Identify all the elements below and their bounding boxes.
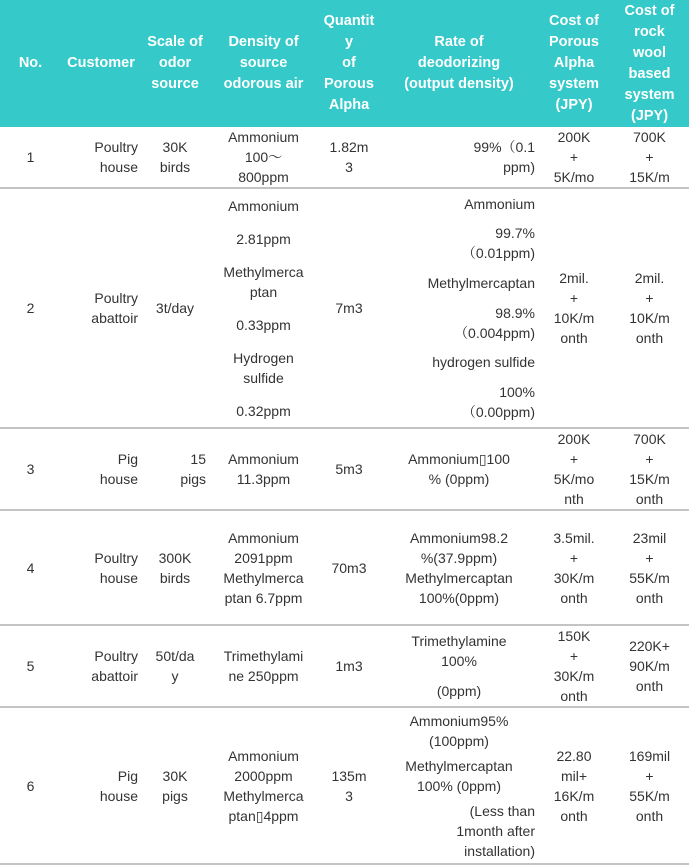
cell-density — [209, 188, 318, 428]
cell-cost-rockwool: 700K + 15K/m — [610, 127, 689, 188]
rate-line: 100% （0.00ppm) — [461, 384, 535, 421]
cell-rate — [380, 707, 538, 864]
header-quantity: Quantity of Porous Alpha — [318, 0, 380, 127]
header-rate: Rate of deodorizing (output density) — [380, 0, 538, 127]
table-row — [0, 510, 689, 625]
table-row — [0, 707, 689, 864]
rate-line: (Less than 1month after installation) — [456, 802, 535, 859]
cell-rate: Ammonium98.2 %(37.9ppm) Methylmercaptan 100%(0ppm) — [380, 510, 538, 625]
cell-cost-rockwool: 220K+ 90K/m onth — [610, 625, 689, 707]
rate-line: Methylmercaptan — [427, 275, 535, 292]
cell-cost-alpha: 3.5mil. + 30K/m onth — [538, 510, 610, 625]
cell-rate — [380, 625, 538, 707]
density-line: Hydrogen sulfide — [233, 349, 294, 386]
cell-cost-rockwool: 700K + 15K/m onth — [610, 428, 689, 510]
rate-line: Ammonium — [464, 195, 535, 212]
rate-line: Trimethylamine 100% — [411, 633, 507, 669]
density-line: 2.81ppm — [236, 230, 291, 247]
header-no: No. — [0, 0, 61, 127]
cell-quantity: 7m3 — [318, 188, 380, 428]
rate-line: Ammonium95% (100ppm) — [409, 712, 509, 749]
cell-density: Ammonium 11.3ppm — [209, 428, 318, 510]
cell-customer: Poultry abattoir — [61, 625, 141, 707]
cell-scale: 50t/da y — [141, 625, 209, 707]
table-row — [0, 428, 689, 510]
header-row — [0, 0, 689, 127]
cell-cost-alpha: 200K + 5K/mo nth — [538, 428, 610, 510]
cell-cost-alpha: 22.80 mil+ 16K/m onth — [538, 707, 610, 864]
header-customer: Customer — [61, 0, 141, 127]
cell-scale: 3t/day — [141, 188, 209, 428]
cell-customer: Poultry house — [61, 127, 141, 188]
cell-no: 1 — [0, 127, 61, 188]
rate-line: 98.9% （0.004ppm) — [454, 304, 535, 341]
cell-scale: 15 pigs — [141, 428, 209, 510]
cell-rate: 99%（0.1 ppm) — [380, 127, 538, 188]
cell-customer: Poultry house — [61, 510, 141, 625]
cell-no: 2 — [0, 188, 61, 428]
cell-cost-rockwool: 169mil + 55K/m onth — [610, 707, 689, 864]
density-line: Ammonium — [228, 197, 299, 214]
cell-cost-alpha: 150K + 30K/m onth — [538, 625, 610, 707]
cell-cost-alpha: 2mil. + 10K/m onth — [538, 188, 610, 428]
cell-customer: Poultry abattoir — [61, 188, 141, 428]
cell-scale: 300K birds — [141, 510, 209, 625]
table-row — [0, 127, 689, 188]
cell-no: 5 — [0, 625, 61, 707]
cell-density: Trimethylami ne 250ppm — [209, 625, 318, 707]
cell-density: Ammonium 2091ppm Methylmerca ptan 6.7ppm — [209, 510, 318, 625]
cell-density: Ammonium 2000ppm Methylmerca ptan▯4ppm — [209, 707, 318, 864]
cell-cost-rockwool: 23mil + 55K/m onth — [610, 510, 689, 625]
cell-cost-alpha: 200K + 5K/mo — [538, 127, 610, 188]
header-scale: Scale of odor source — [141, 0, 209, 127]
cell-quantity: 1m3 — [318, 625, 380, 707]
cell-no: 3 — [0, 428, 61, 510]
cell-rate — [380, 188, 538, 428]
density-line: 0.32ppm — [236, 402, 291, 419]
cell-no: 6 — [0, 707, 61, 864]
rate-line: (0ppm) — [436, 683, 482, 699]
cell-density: Ammonium 100〜 800ppm — [209, 127, 318, 188]
cell-quantity: 135m 3 — [318, 707, 380, 864]
density-line: 0.33ppm — [236, 316, 291, 333]
table-row — [0, 625, 689, 707]
table-row — [0, 188, 689, 428]
rate-line: 99.7% （0.01ppm) — [461, 225, 535, 262]
cell-quantity: 1.82m 3 — [318, 127, 380, 188]
cell-scale: 30K birds — [141, 127, 209, 188]
cell-rate: Ammonium▯100 % (0ppm) — [380, 428, 538, 510]
cell-customer: Pig house — [61, 428, 141, 510]
cell-cost-rockwool: 2mil. + 10K/m onth — [610, 188, 689, 428]
cell-no: 4 — [0, 510, 61, 625]
header-cost-alpha: Cost of Porous Alpha system (JPY) — [538, 0, 610, 127]
rate-line: hydrogen sulfide — [432, 354, 535, 371]
header-cost-rockwool: Cost of rock wool based system (JPY) — [610, 0, 689, 127]
cell-quantity: 5m3 — [318, 428, 380, 510]
cell-customer: Pig house — [61, 707, 141, 864]
density-line: Methylmerca ptan — [223, 263, 304, 300]
header-density: Density of source odorous air — [209, 0, 318, 127]
rate-line: Methylmercaptan 100% (0ppm) — [405, 757, 513, 794]
cell-quantity: 70m3 — [318, 510, 380, 625]
cell-scale: 30K pigs — [141, 707, 209, 864]
